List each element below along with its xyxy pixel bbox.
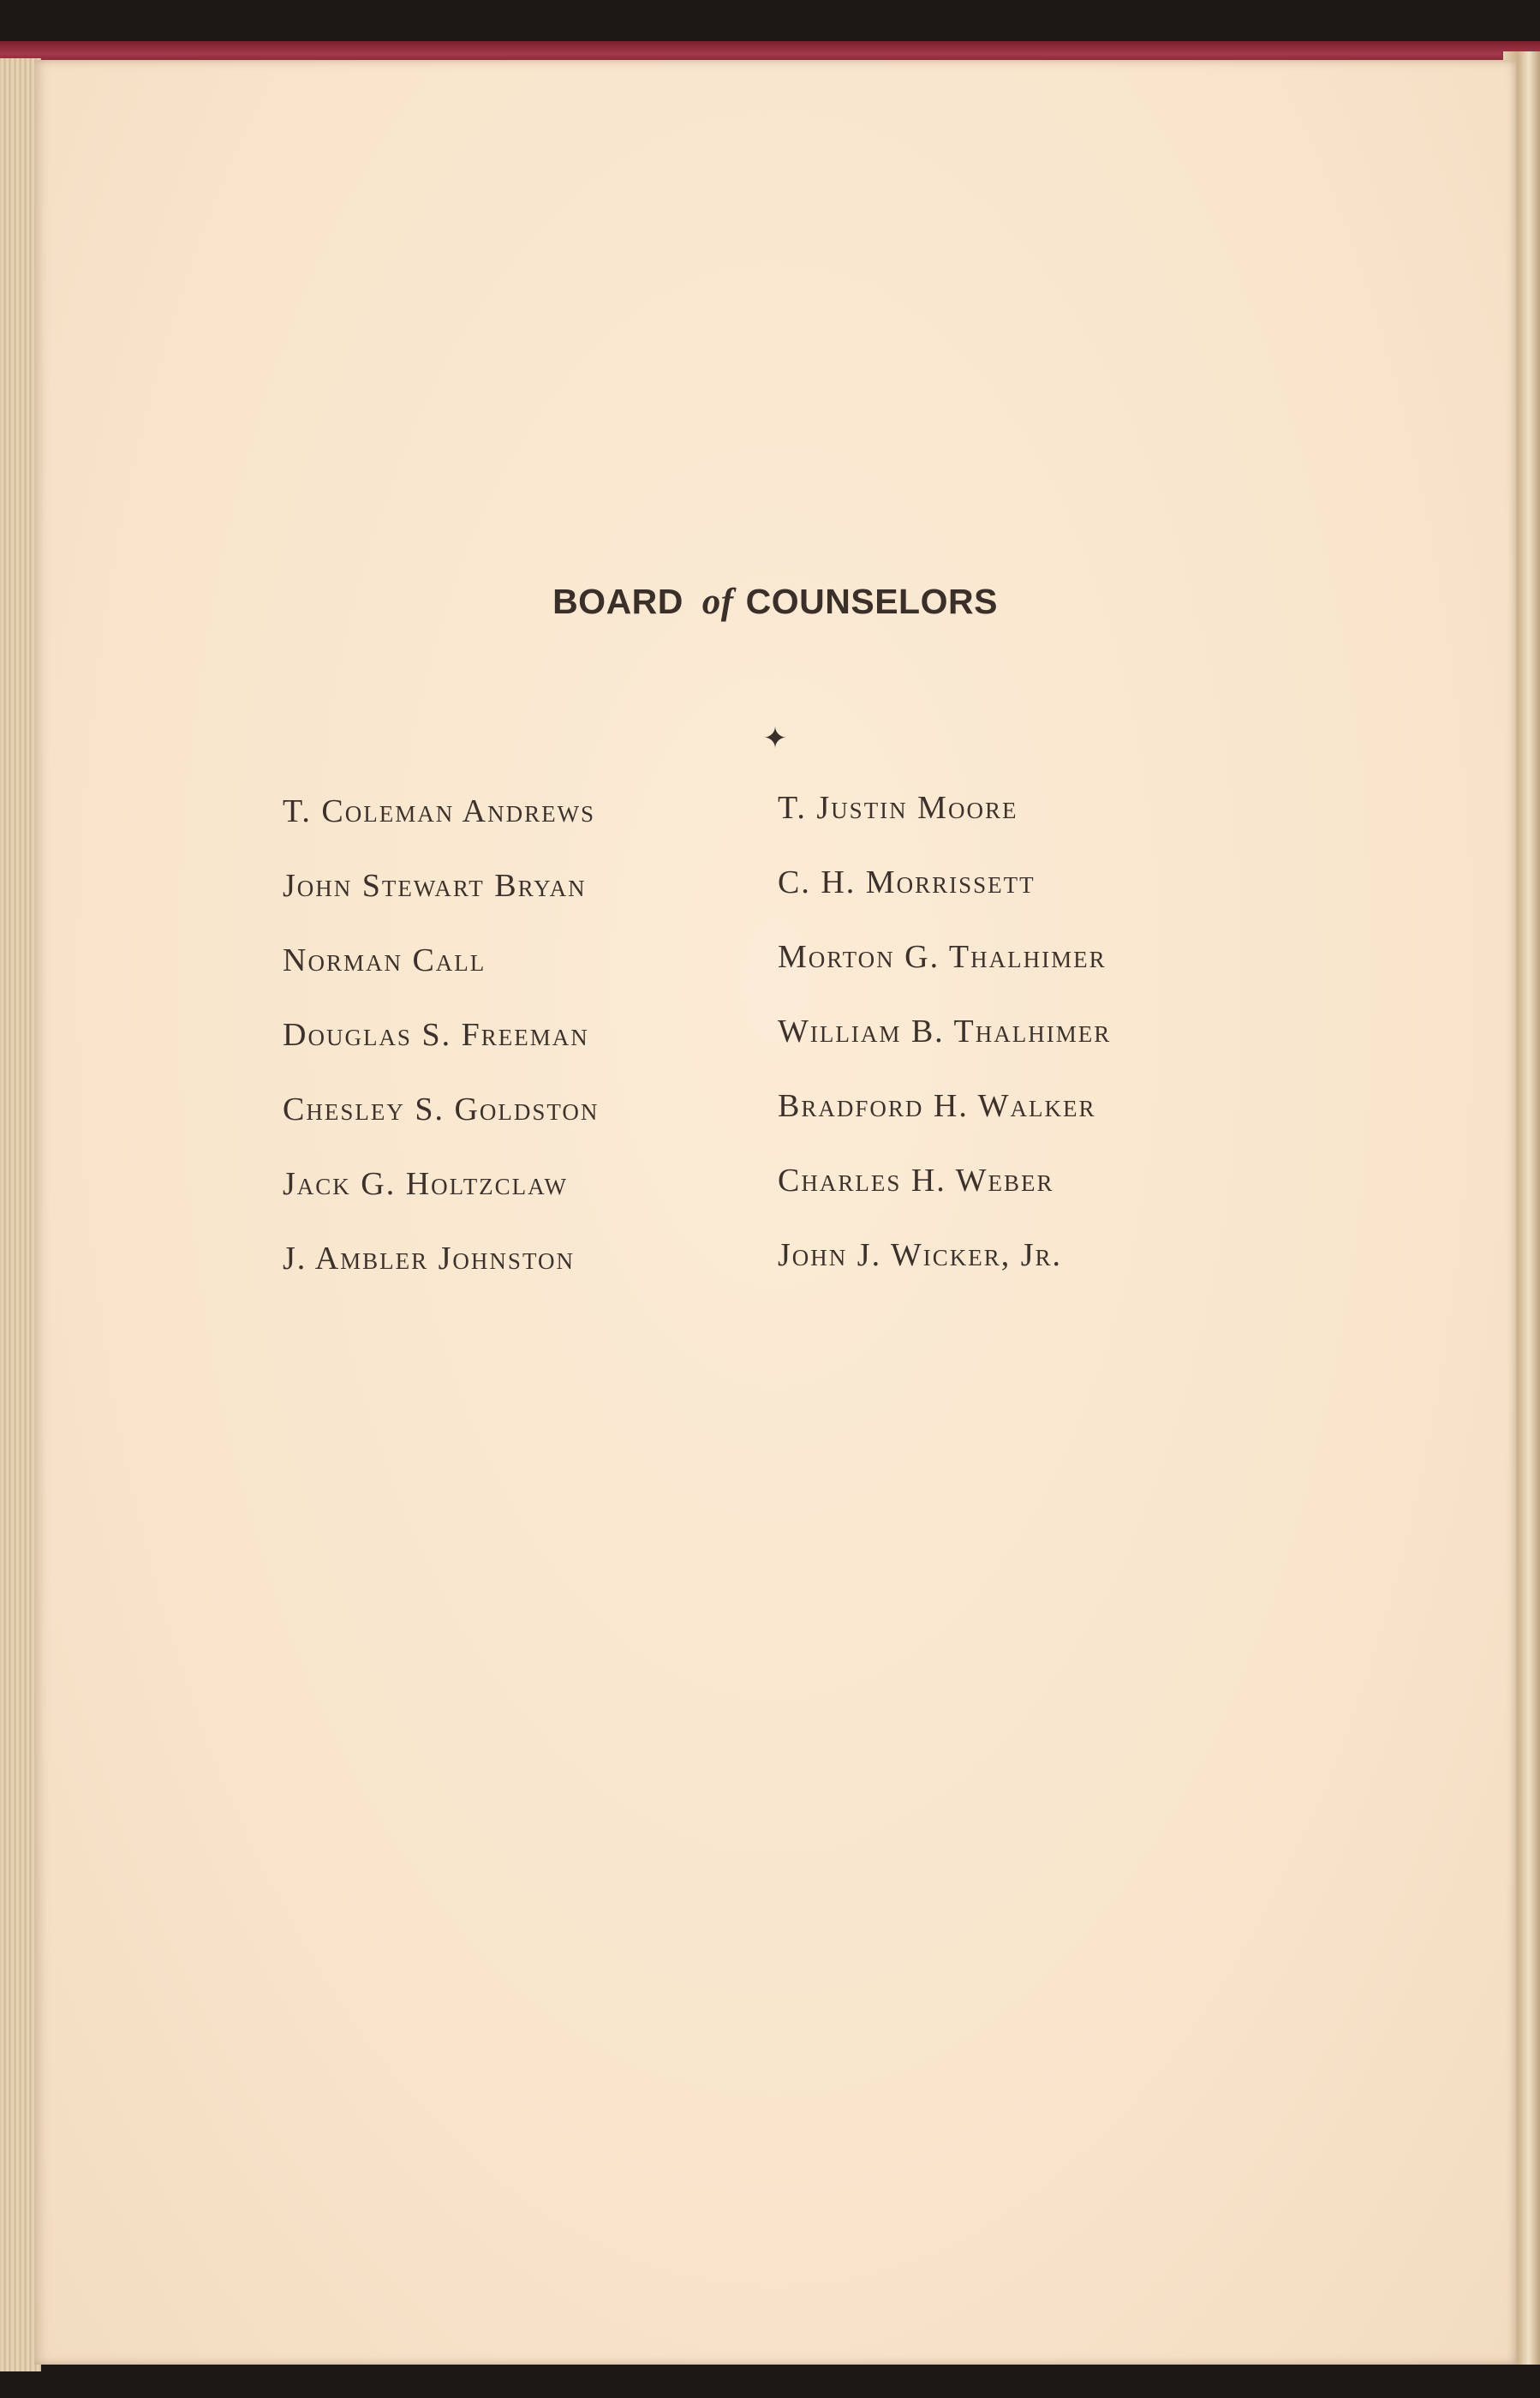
counselor-name: Chesley S. Goldston [283, 1091, 600, 1127]
title-word-board: BOARD [552, 582, 683, 621]
counselor-name: Bradford H. Walker [778, 1088, 1096, 1124]
book-page [34, 60, 1516, 2365]
counselor-name: J. Ambler Johnston [283, 1241, 575, 1277]
title-word-of: of [701, 582, 734, 622]
counselor-name: Norman Call [283, 942, 486, 978]
title-word-counselors: COUNSELORS [745, 582, 998, 621]
counselor-name: Morton G. Thalhimer [778, 939, 1107, 975]
counselor-name: John Stewart Bryan [283, 868, 587, 904]
counselor-name: Charles H. Weber [778, 1163, 1054, 1199]
counselor-name: John J. Wicker, Jr. [778, 1237, 1063, 1273]
counselor-list-left [283, 792, 599, 1314]
counselor-name: C. H. Morrissett [778, 864, 1036, 900]
counselor-name: T. Coleman Andrews [283, 793, 596, 829]
page-title [34, 581, 1516, 623]
counselor-list-right [778, 789, 1111, 1311]
counselor-name: T. Justin Moore [778, 790, 1018, 826]
counselor-name: Jack G. Holtzclaw [283, 1166, 568, 1202]
star-ornament-icon: ✦ [762, 721, 788, 756]
counselor-name: Douglas S. Freeman [283, 1017, 589, 1053]
counselor-name: William B. Thalhimer [778, 1014, 1112, 1049]
